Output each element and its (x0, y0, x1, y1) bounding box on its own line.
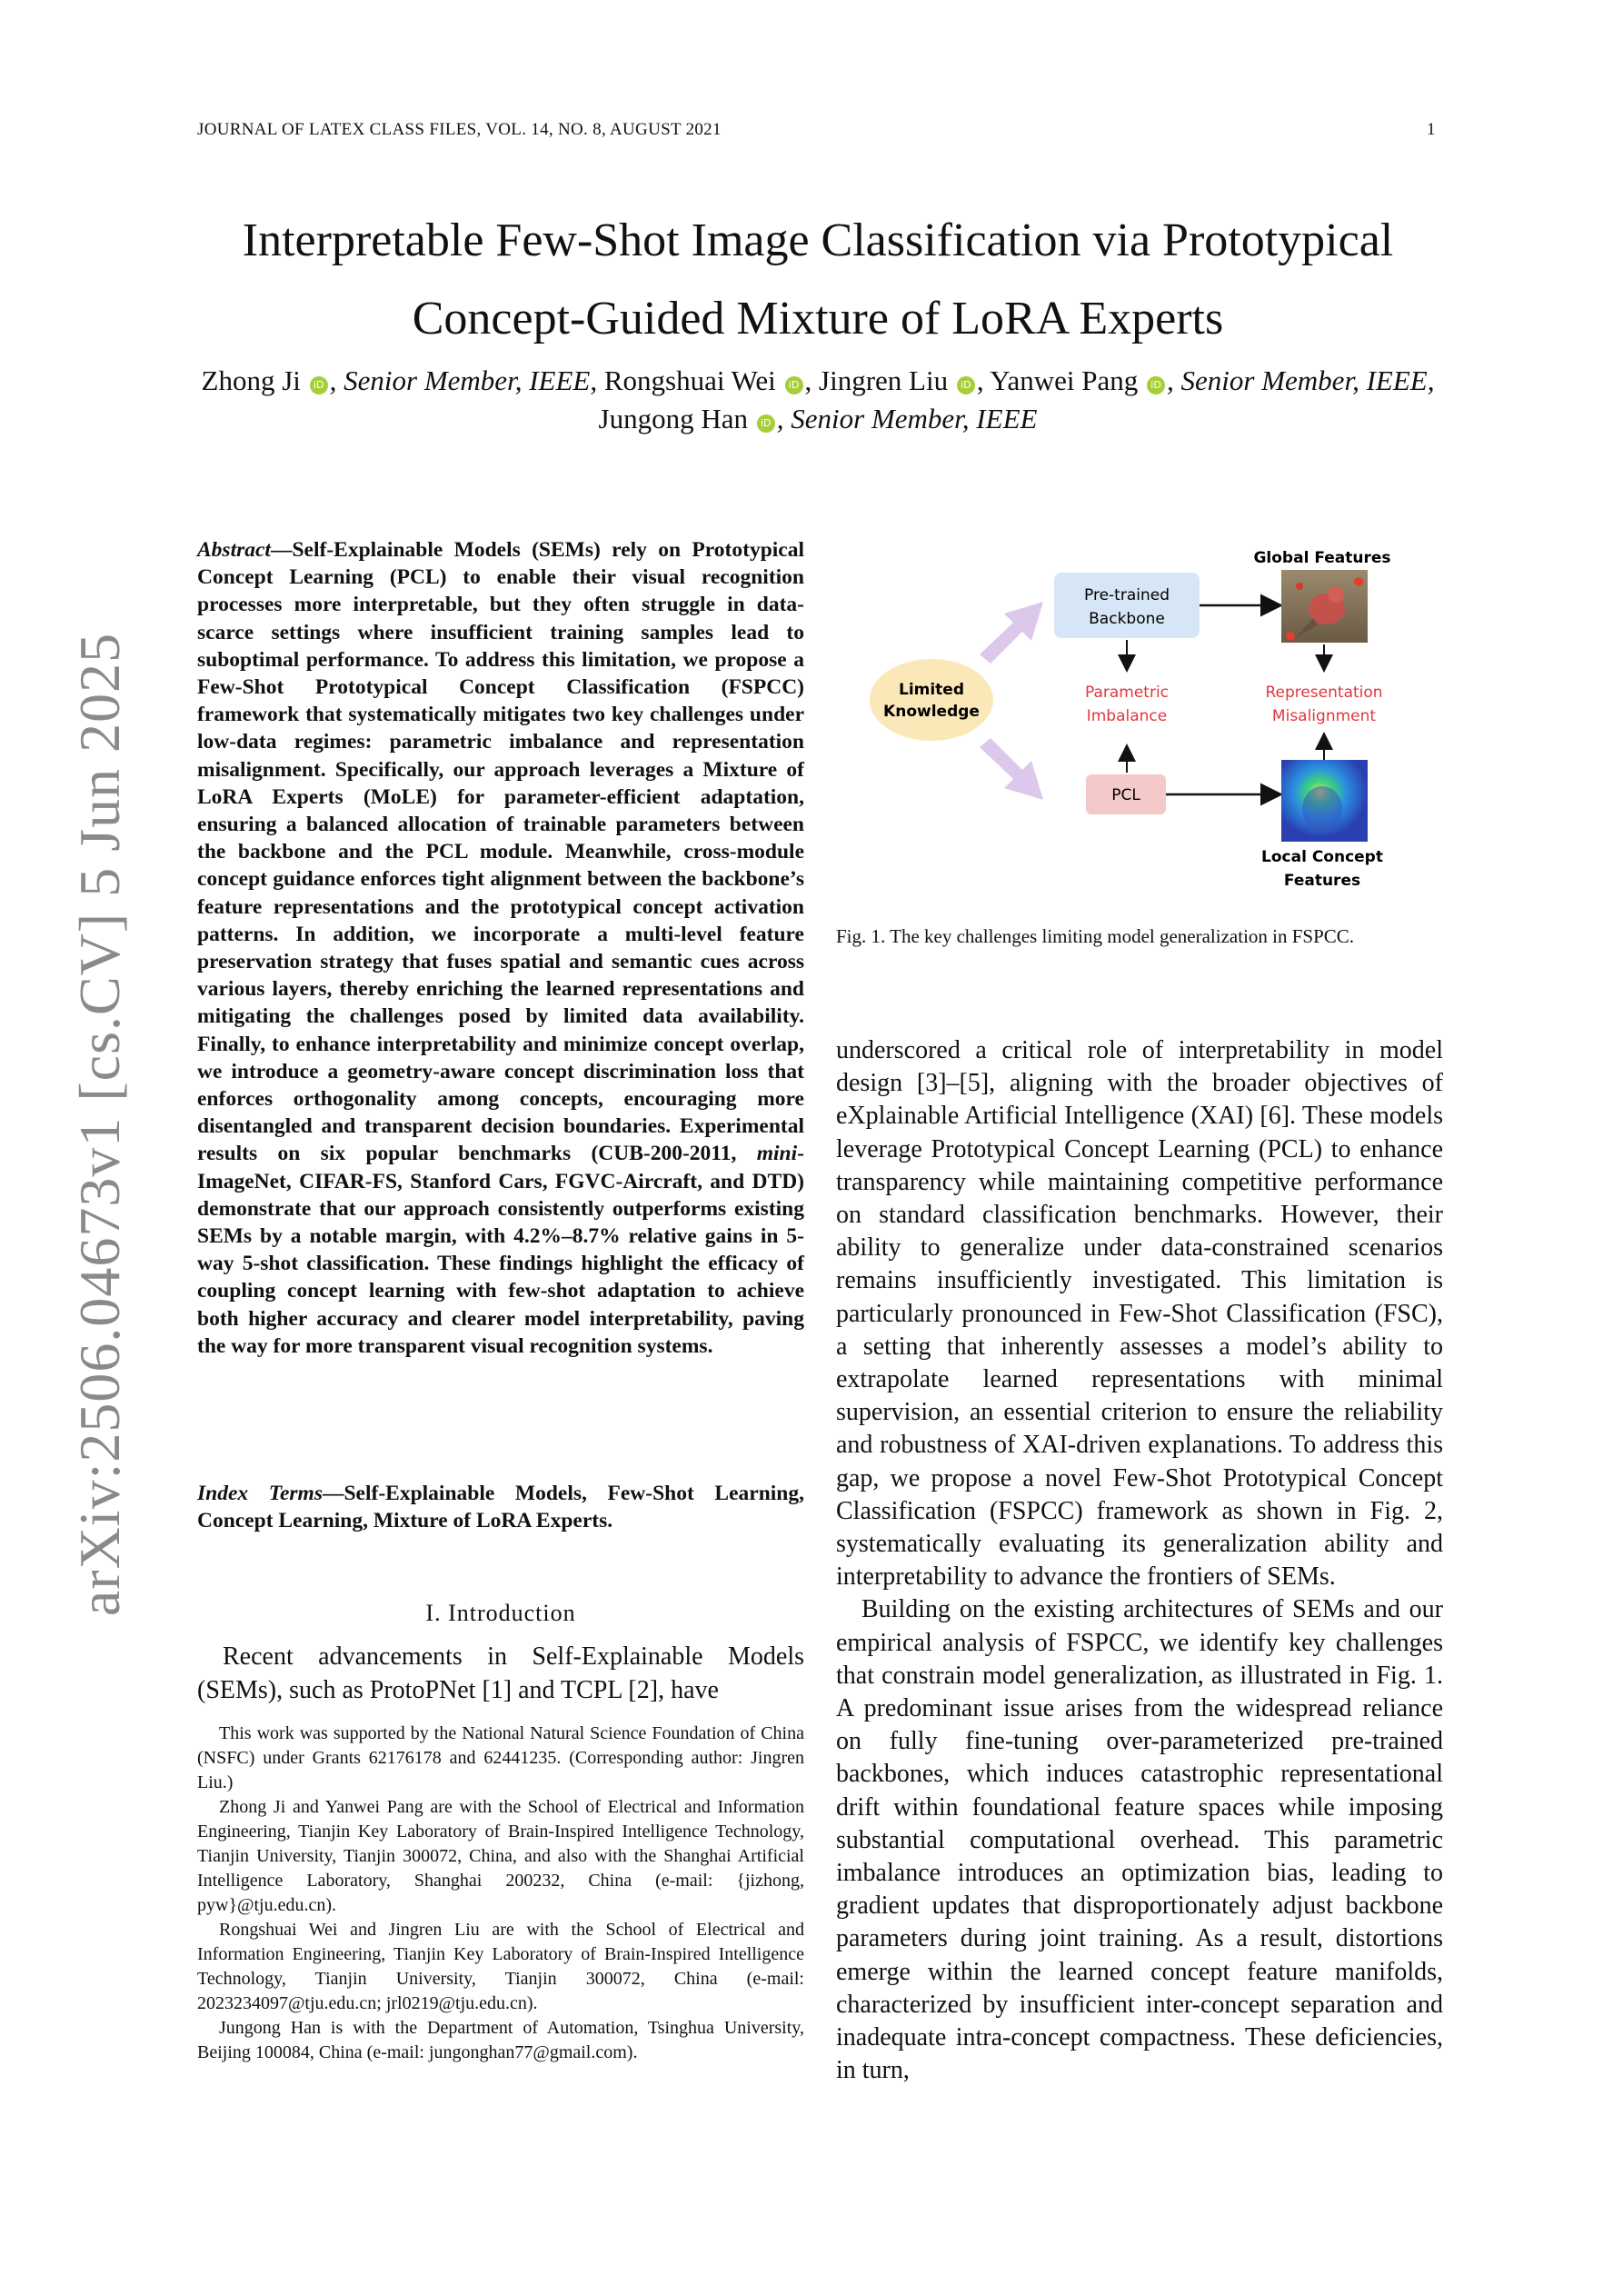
page-number: 1 (1427, 120, 1436, 139)
author-list: Zhong Ji iD , Senior Member, IEEE, Rongshuai Wei iD , Jingren Liu iD , Yanwei Pang iD , Senior Member, IEEE, Jungong Han iD , Senior Member, IEEE (201, 364, 1435, 434)
orcid-icon[interactable]: iD (957, 376, 975, 394)
right-column-text (836, 1034, 1443, 2088)
orcid-icon[interactable]: iD (310, 376, 328, 394)
title-line-2: Concept-Guided Mixture of LoRA Experts (412, 293, 1224, 344)
down-arrow-icon (980, 738, 1043, 800)
paper-title (136, 202, 1499, 358)
concept-heatmap (1281, 760, 1368, 842)
backbone-label: Backbone (1089, 610, 1165, 628)
parametric-imbalance-label: Parametric (1084, 684, 1170, 702)
running-header: JOURNAL OF LATEX CLASS FILES, VOL. 14, NO. 8, AUGUST 2021 (197, 120, 722, 139)
author-affil: , Senior Member, IEEE, (329, 364, 598, 396)
footnote-funding: This work was supported by the National Natural Science Foundation of China (NSFC) under Grants 62176178 and 62441235. (Corresponding author: Jingren Liu.) (197, 1723, 804, 1792)
orcid-icon[interactable]: iD (757, 414, 775, 433)
parametric-imbalance-label: Imbalance (1086, 707, 1168, 725)
footnote-affiliation: Zhong Ji and Yanwei Pang are with the School of Electrical and Information Engineering, Tianjin Key Laboratory of Brain-Inspired Intelligence Technology, Tianjin University, Tianjin 300072, China, and also with the Shanghai Artificial Intelligence Laboratory, Shanghai 200232, China (e-mail: {jizhong, pyw}@tju.edu.cn). (197, 1797, 804, 1915)
intro-paragraph: Recent advancements in Self-Explainable Models (SEMs), such as ProtoPNet [1] and TCPL [2], have (197, 1642, 804, 1704)
author-affil: , Senior Member, IEEE, (1167, 364, 1435, 396)
orcid-icon[interactable]: iD (785, 376, 803, 394)
orcid-icon[interactable]: iD (1147, 376, 1165, 394)
index-terms-label: Index Terms (197, 1482, 323, 1505)
section-heading: I. Introduction (425, 1600, 576, 1626)
representation-misalignment-label: Representation (1265, 684, 1383, 702)
limited-knowledge-label: Knowledge (883, 703, 980, 721)
pcl-label: PCL (1111, 786, 1140, 804)
local-concept-label: Local Concept (1261, 848, 1383, 866)
paragraph: Building on the existing architectures of SEMs and our empirical analysis of FSPCC, we identify key challenges that constrain model generalization, as illustrated in Fig. 1. A predominant issue arises from the widespread reliance on fully fine-tuning over-parameterized pre-trained backbones, which induces catastrophic representational drift within foundational feature spaces while imposing substantial computational overhead. This parametric imbalance introduces an optimization bias, leading to gradient updates that disproportionately adjust backbone parameters during joint training. As a result, distortions emerge within the learned concept feature manifolds, characterized by insufficient inter-concept separation and inadequate intra-concept compactness. These deficiencies, in turn, (836, 1595, 1443, 2085)
abstract-italic: mini (756, 1142, 798, 1166)
paragraph: underscored a critical role of interpretability in model design [3]–[5], aligning with the broader objectives of eXplainable Artificial Intelligence (XAI) [6]. These models leverage Prototypical Concept Learning (PCL) to enhance transparency while maintaining competitive performance on standard classification benchmarks. However, their ability to generalize under data-constrained scenarios remains insufficiently investigated. This limitation is particularly pronounced in Few-Shot Classification (FSC), a setting that inherently assesses a model’s ability to extrapolate learned representations with minimal supervision, an essential criterion to ensure the reliability and robustness of XAI-driven explanations. To address this gap, we propose a novel Few-Shot Prototypical Concept Classification (FSPCC) framework as shown in Fig. 2, systematically evaluating its generalization ability and interpretability to advance the frontiers of SEMs. (836, 1036, 1443, 1592)
global-features-label: Global Features (1253, 549, 1391, 567)
bird-photo (1281, 570, 1368, 643)
abstract-text-2: -ImageNet, CIFAR-FS, Stanford Cars, FGVC-Aircraft, and DTD) demonstrate that our approach consistently outperforms existing SEMs by a notable margin, with 4.2%–8.7% relative gains in 5-way 5-shot classification. These findings highlight the efficacy of coupling concept learning with few-shot adaptation to achieve both higher accuracy and clearer model interpretability, paving the way for more transparent visual recognition systems. (197, 1142, 804, 1358)
local-concept-label: Features (1283, 872, 1361, 890)
index-terms-text: —Self-Explainable Models, Few-Shot Learning, Concept Learning, Mixture of LoRA Experts. (197, 1482, 805, 1533)
representation-misalignment-label: Misalignment (1271, 707, 1377, 725)
index-terms (197, 1480, 804, 1534)
author-name: Rongshuai Wei (603, 364, 776, 396)
footnote-affiliation: Rongshuai Wei and Jingren Liu are with the School of Electrical and Information Engineering, Tianjin Key Laboratory of Brain-Inspired Intelligence Technology, Tianjin University, Tianjin 300072, China (e-mail: 2023234097@tju.edu.cn; jrl0219@tju.edu.cn). (197, 1920, 804, 2013)
footnote-affiliation: Jungong Han is with the Department of Automation, Tsinghua University, Beijing 100084, China (e-mail: jungonghan77@gmail.com). (197, 2018, 804, 2062)
figure-1 (836, 536, 1443, 900)
limited-knowledge-label: Limited (898, 681, 965, 699)
author-name: Jingren Liu (819, 364, 949, 396)
author-name: Yanwei Pang (990, 364, 1139, 396)
abstract-label: Abstract (197, 538, 271, 562)
limited-knowledge-ellipse (870, 659, 993, 741)
figure-caption: Fig. 1. The key challenges limiting model generalization in FSPCC. (836, 925, 1355, 947)
arxiv-stamp: arXiv:2506.04673v1 [cs.CV] 5 Jun 2025 (67, 632, 132, 1617)
author-name: Zhong Ji (201, 364, 301, 396)
author-affil: , Senior Member, IEEE (776, 403, 1038, 434)
backbone-box (1054, 573, 1200, 638)
abstract (197, 536, 804, 1360)
up-arrow-icon (980, 602, 1043, 664)
backbone-label: Pre-trained (1084, 586, 1170, 604)
author-name: Jungong Han (598, 403, 749, 434)
title-line-1: Interpretable Few-Shot Image Classification via Prototypical (242, 215, 1394, 266)
abstract-text: —Self-Explainable Models (SEMs) rely on Prototypical Concept Learning (PCL) to enable their visual recognition processes more interpretable, but they often struggle in data-scarce settings where insufficient training samples lead to suboptimal performance. To address this limitation, we propose a Few-Shot Prototypical Concept Classification (FSPCC) framework that systematically mitigates two key challenges under low-data regimes: parametric imbalance and representation misalignment. Specifically, our approach leverages a Mixture of LoRA Experts (MoLE) for parameter-efficient adaptation, ensuring a balanced allocation of trainable parameters between the backbone and the PCL module. Meanwhile, cross-module concept guidance enforces tight alignment between the backbone’s feature representations and the prototypical concept activation patterns. In addition, we incorporate a multi-level feature preservation strategy that fuses spatial and semantic cues across various layers, thereby enriching the learned representations and mitigating the challenges posed by limited data availability. Finally, to enhance interpretability and minimize concept overlap, we introduce a geometry-aware concept discrimination loss that enforces orthogonality among concepts, encouraging more disentangled and transparent decision boundaries. Experimental results on six popular benchmarks (CUB-200-2011, (197, 538, 804, 1166)
footnotes (197, 1722, 804, 2065)
